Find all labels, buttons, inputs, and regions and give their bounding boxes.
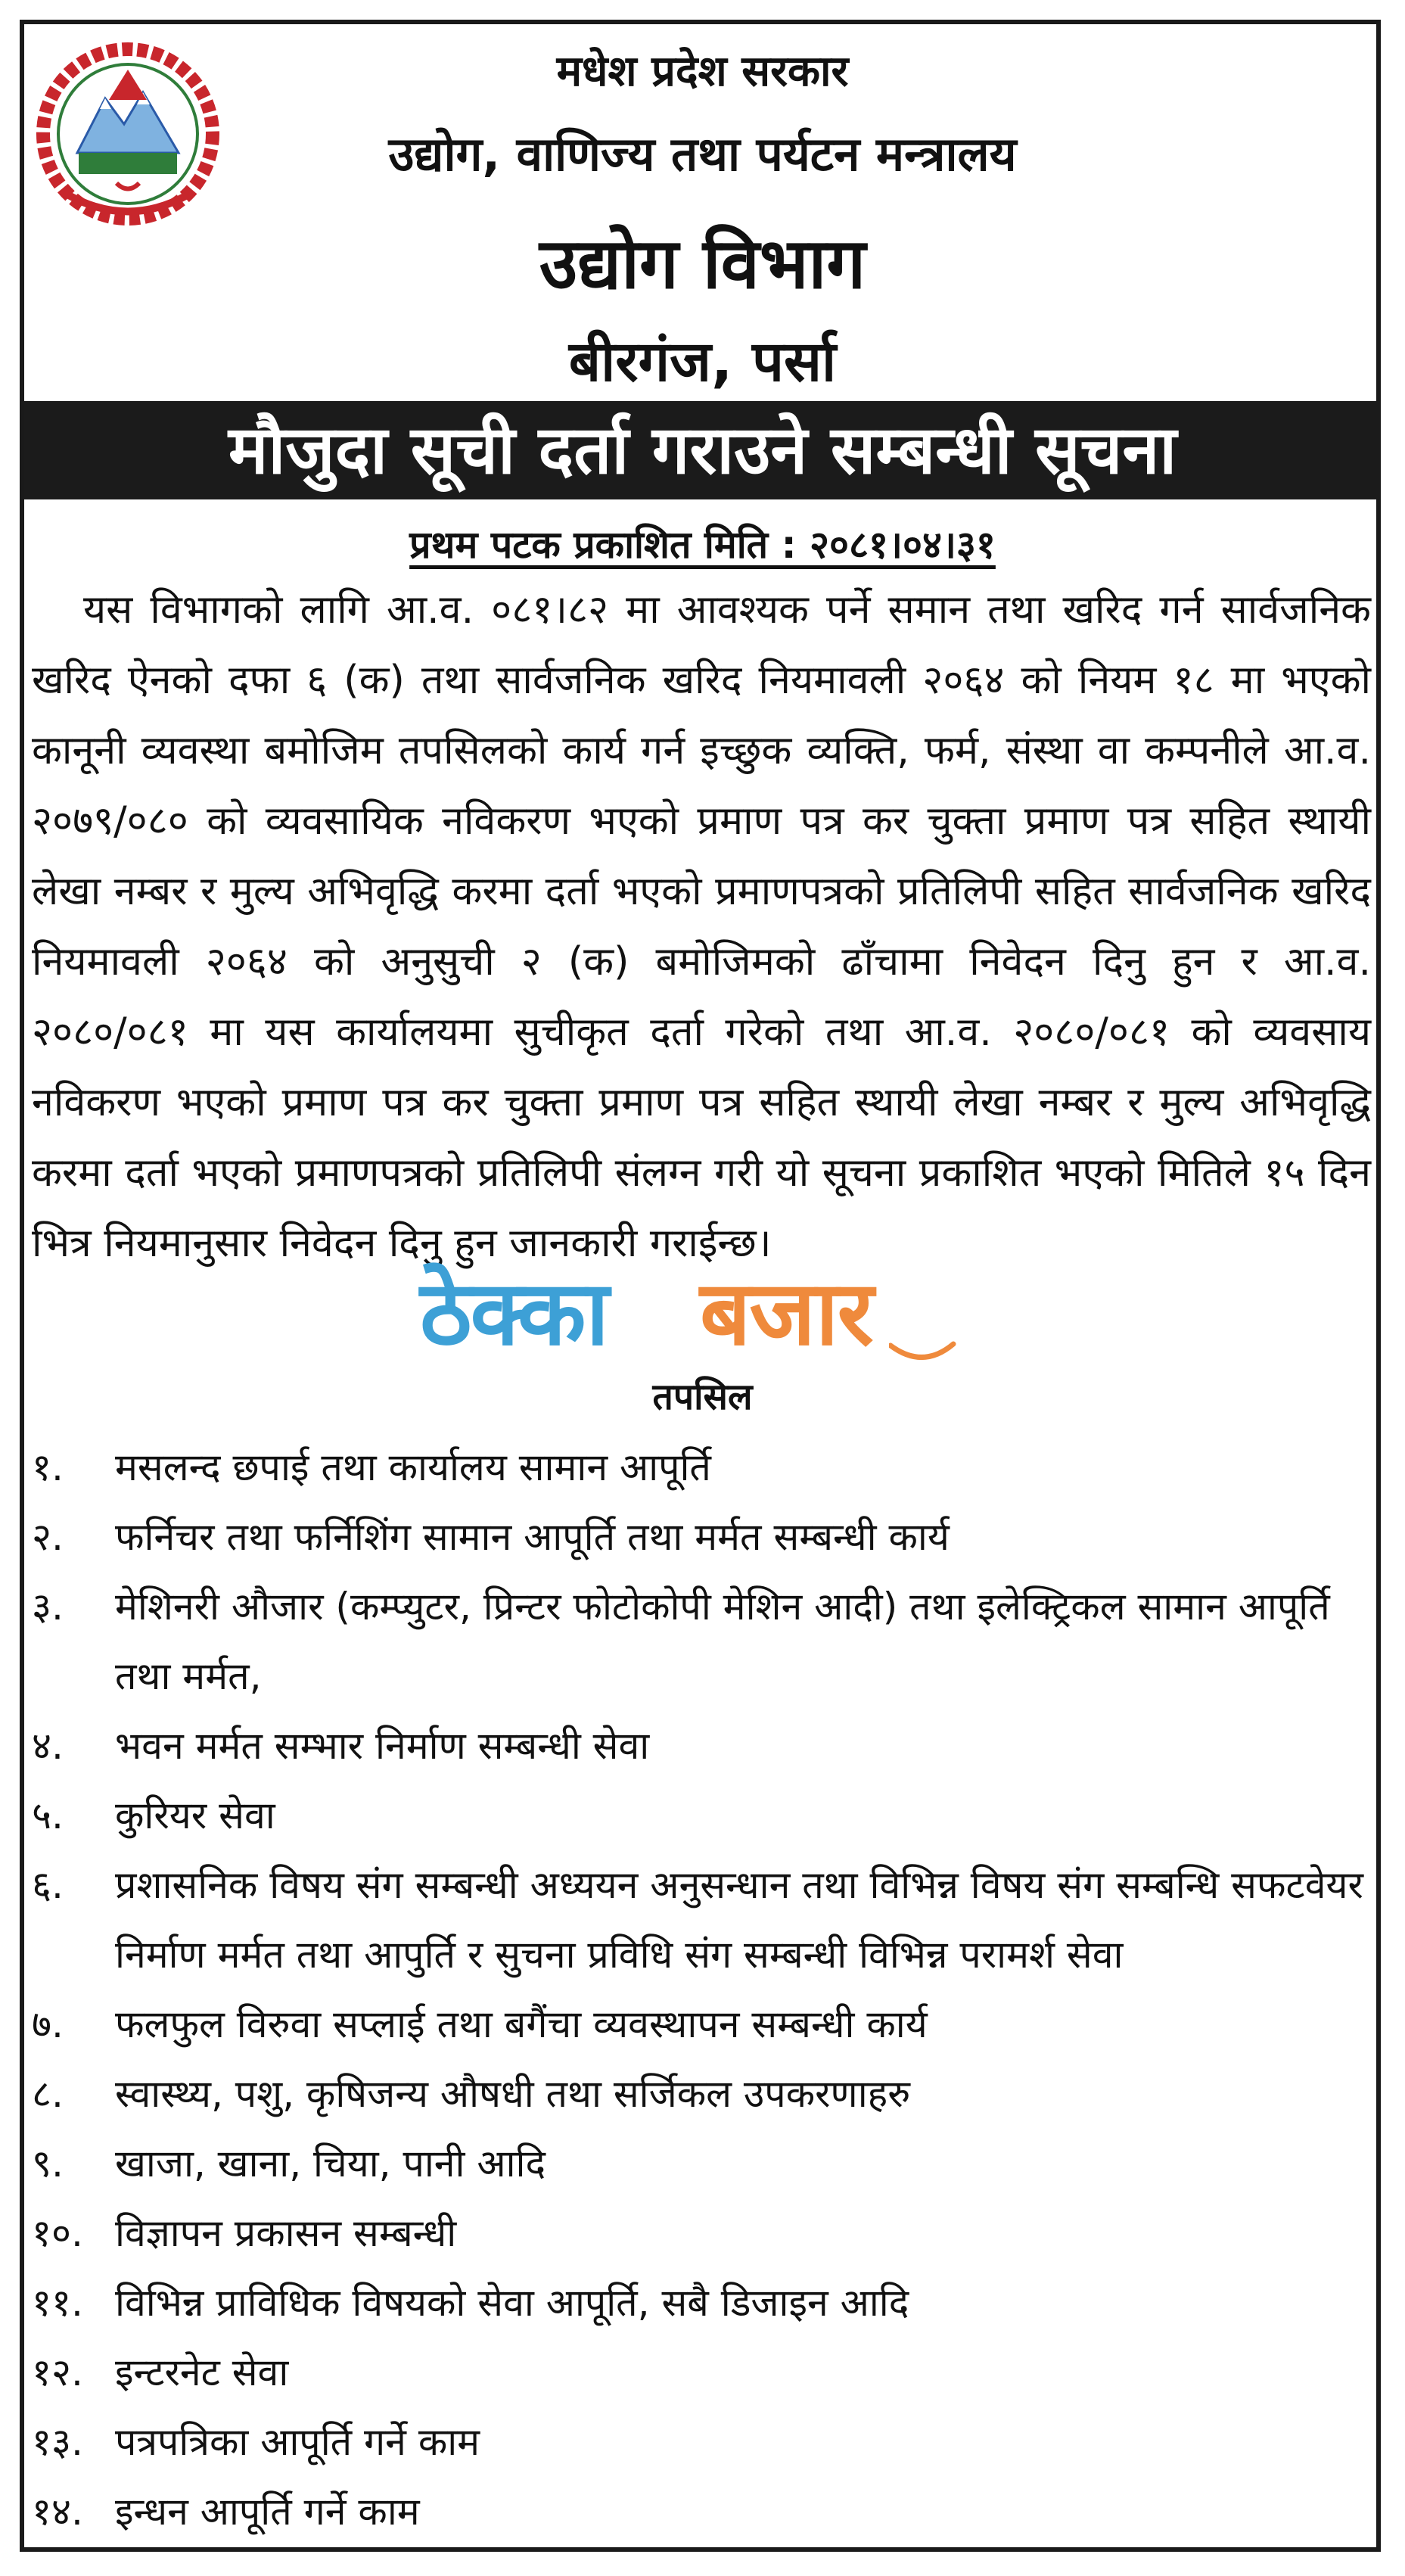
list-item-number: २. [32, 1515, 64, 1559]
letterhead [24, 24, 1381, 395]
list-item-number: १२. [32, 2350, 83, 2394]
list-item-text: मसलन्द छपाई तथा कार्यालय सामान आपूर्ति [115, 1445, 711, 1489]
list-item [32, 1572, 1375, 1711]
schedule-list [32, 1433, 1375, 2546]
watermark-text-2: बजार [700, 1261, 872, 1365]
list-item [32, 2129, 1375, 2198]
list-item-text: खाजा, खाना, चिया, पानी आदि [115, 2142, 546, 2186]
list-item-number: १. [32, 1445, 64, 1489]
list-item-number: ७. [32, 2002, 64, 2046]
list-item [32, 1502, 1375, 1572]
department-name: उद्योग विभाग [539, 223, 866, 304]
list-item-number: १४. [32, 2490, 83, 2534]
list-item-text: स्वास्थ्य, पशु, कृषिजन्य औषधी तथा सर्जिकल उपकरणाहरु [115, 2072, 911, 2116]
thekka-bazar-watermark [420, 1241, 1025, 1377]
list-item [32, 2338, 1375, 2407]
list-item-number: ९. [32, 2142, 64, 2186]
list-item [32, 1850, 1375, 1990]
list-item-text: पत्रपत्रिका आपूर्ति गर्ने काम [115, 2420, 480, 2464]
list-item-text: फर्निचर तथा फर्निशिंग सामान आपूर्ति तथा मर्मत सम्बन्धी कार्य [115, 1515, 950, 1559]
list-item [32, 2477, 1375, 2546]
list-item-number: ८. [32, 2072, 64, 2116]
notice-body: यस विभागको लागि आ.व. ०८१।८२ मा आवश्यक पर्ने समान तथा खरिद गर्न सार्वजनिक खरिद ऐनको दफा ६ (क) तथा सार्वजनिक खरिद नियमावली २०६४ को नियम १८ मा भएको कानूनी व्यवस्था बमोजिम तपसिलको कार्य गर्न इच्छुक व्यक्ति, फर्म, संस्था वा कम्पनीले आ.व. २०७९/०८० को व्यवसायिक नविकरण भएको प्रमाण पत्र कर चुक्ता प्रमाण पत्र सहित स्थायी लेखा नम्बर र मुल्य अभिवृद्धि करमा दर्ता भएको प्रमाणपत्रको प्रतिलिपी सहित सार्वजनिक खरिद नियमावली २०६४ को अनुसुची २ (क) बमोजिमको ढाँचामा निवेदन दिनु हुन र आ.व. २०८०/०८१ मा यस कार्यालयमा सुचीकृत दर्ता गरेको तथा आ.व. २०८०/०८१ को व्यवसाय नविकरण भएको प्रमाण पत्र कर चुक्ता प्रमाण पत्र सहित स्थायी लेखा नम्बर र मुल्य अभिवृद्धि करमा दर्ता भएको प्रमाणपत्रको प्रतिलिपी संलग्न गरी यो सूचना प्रकाशित भएको मितिले १५ दिन भित्र नियमानुसार निवेदन दिनु हुन जानकारी गराईन्छ। [32, 587, 1371, 1266]
list-item-number: ५. [32, 1794, 64, 1837]
list-item [32, 1781, 1375, 1850]
publication-date [24, 518, 1381, 569]
list-item-text: प्रशासनिक विषय संग सम्बन्धी अध्ययन अनुसन्धान तथा विभिन्न विषय संग सम्बन्धि सफटवेयर निर्माण मर्मत तथा आपुर्ति र सुचना प्रविधि संग सम्बन्धी विभिन्न परामर्श सेवा [115, 1863, 1363, 1977]
list-item [32, 2268, 1375, 2338]
list-item-text: भवन मर्मत सम्भार निर्माण सम्बन्धी सेवा [115, 1724, 650, 1768]
cart-swoosh-icon [889, 1339, 957, 1370]
government-name: मधेश प्रदेश सरकार [556, 47, 849, 96]
list-item [32, 1711, 1375, 1781]
list-item-number: ११. [32, 2281, 83, 2325]
list-item-text: विभिन्न प्राविधिक विषयको सेवा आपूर्ति, सबै डिजाइन आदि [115, 2281, 909, 2325]
list-item [32, 2407, 1375, 2477]
list-item-number: ४. [32, 1724, 64, 1768]
list-item-number: १०. [32, 2211, 83, 2255]
list-item [32, 2059, 1375, 2129]
list-item-text: इन्धन आपूर्ति गर्ने काम [115, 2490, 420, 2534]
list-item-text: विज्ञापन प्रकासन सम्बन्धी [115, 2211, 457, 2255]
list-item-number: ३. [32, 1585, 64, 1629]
watermark-text-1: ठेक्का [420, 1261, 608, 1365]
list-item-text: फलफुल विरुवा सप्लाई तथा बगैंचा व्यवस्थापन सम्बन्धी कार्य [115, 2002, 928, 2046]
list-item-text: मेशिनरी औजार (कम्प्युटर, प्रिन्टर फोटोकोपी मेशिन आदी) तथा इलेक्ट्रिकल सामान आपूर्ति तथा मर्मत, [115, 1585, 1330, 1698]
list-item-number: ६. [32, 1863, 64, 1907]
office-location: बीरगंज, पर्सा [568, 329, 837, 394]
list-item [32, 1990, 1375, 2059]
list-item-number: १३. [32, 2420, 83, 2464]
schedule-title: तपसिल [652, 1376, 753, 1418]
list-item [32, 2198, 1375, 2268]
list-item-text: इन्टरनेट सेवा [115, 2350, 289, 2394]
publication-date-text: प्रथम पटक प्रकाशित मिति : २०८१।०४।३१ [409, 523, 996, 567]
list-item [32, 1433, 1375, 1502]
list-item-text: कुरियर सेवा [115, 1794, 275, 1837]
notice-title: मौजुदा सूची दर्ता गराउने सम्बन्धी सूचना [24, 401, 1381, 499]
ministry-name: उद्योग, वाणिज्य तथा पर्यटन मन्त्रालय [388, 126, 1017, 182]
